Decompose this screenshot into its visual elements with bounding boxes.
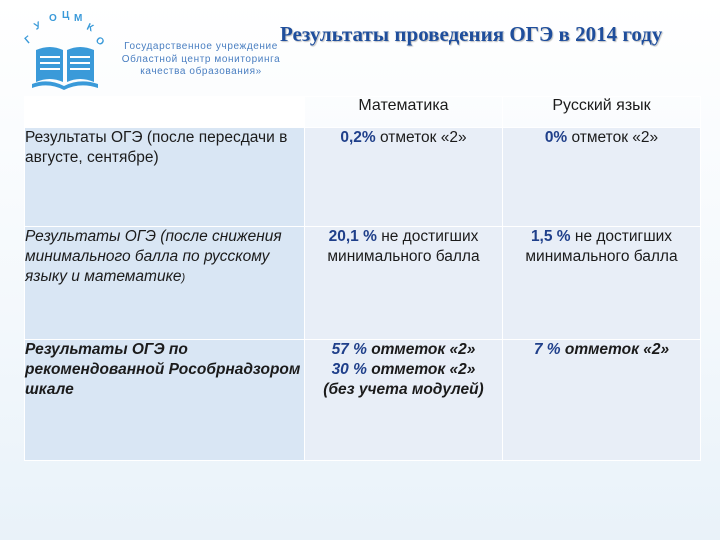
- organization-name: [112, 41, 290, 79]
- page-title: Результаты проведения ОГЭ в 2014 году: [280, 22, 663, 46]
- math-text: не достигших минимального балла: [327, 228, 480, 265]
- logo-letter: О: [93, 34, 107, 49]
- column-header-russian: Русский язык: [503, 97, 701, 128]
- russian-text: отметок «2»: [560, 341, 670, 358]
- org-line-3: качества образования»: [140, 66, 262, 77]
- row-label: [25, 340, 305, 461]
- row-label-text: Результаты ОГЭ (после пересдачи в августе, сентябре): [25, 129, 288, 166]
- russian-value: 7 %: [533, 341, 561, 358]
- russian-text: не достигших минимального балла: [525, 228, 678, 265]
- background-watermark: [330, 56, 590, 86]
- math-text: отметок «2»: [366, 341, 476, 358]
- table-row: [25, 340, 701, 461]
- math-value-secondary: 30 %: [331, 361, 367, 378]
- row-label: [25, 128, 305, 227]
- logo-letter: О: [49, 13, 57, 24]
- book-logo-icon: [22, 10, 108, 96]
- logo-letter: К: [84, 21, 95, 35]
- header: [0, 0, 720, 100]
- math-note: (без учета модулей): [323, 381, 484, 398]
- logo-letter: Ц: [62, 10, 70, 21]
- russian-text: отметок «2»: [567, 129, 659, 146]
- math-text-secondary: отметок «2»: [366, 361, 476, 378]
- column-header-math: Математика: [305, 97, 503, 128]
- math-value: 0,2%: [340, 129, 376, 146]
- results-table: [24, 96, 701, 461]
- header-blank-cell: [25, 97, 305, 128]
- org-line-1: Государственное учреждение: [124, 41, 278, 52]
- logo-letter: У: [32, 20, 43, 33]
- russian-cell: [503, 128, 701, 227]
- logo-letter: М: [74, 13, 83, 24]
- russian-value: 1,5 %: [530, 228, 571, 245]
- row-label: [25, 227, 305, 340]
- row-label-tail: ): [181, 272, 186, 284]
- row-label-text: Результаты ОГЭ (после снижения минимального балла по русскому языку и математике: [25, 228, 282, 285]
- math-value: 57 %: [331, 341, 367, 358]
- russian-value: 0%: [544, 129, 568, 146]
- math-text: отметок «2»: [375, 129, 467, 146]
- org-line-2: Областной центр мониторинга: [121, 53, 281, 65]
- math-cell: [305, 128, 503, 227]
- russian-cell: [503, 227, 701, 340]
- russian-cell: [503, 340, 701, 461]
- math-cell: [305, 340, 503, 461]
- math-value: 20,1 %: [328, 228, 377, 245]
- math-cell: [305, 227, 503, 340]
- row-label-text: Результаты ОГЭ по рекомендованной Рособрнадзором шкале: [25, 341, 301, 398]
- table-row: [25, 227, 701, 340]
- table-header-row: [25, 97, 701, 128]
- logo-letter: Г: [22, 34, 35, 47]
- table-row: [25, 128, 701, 227]
